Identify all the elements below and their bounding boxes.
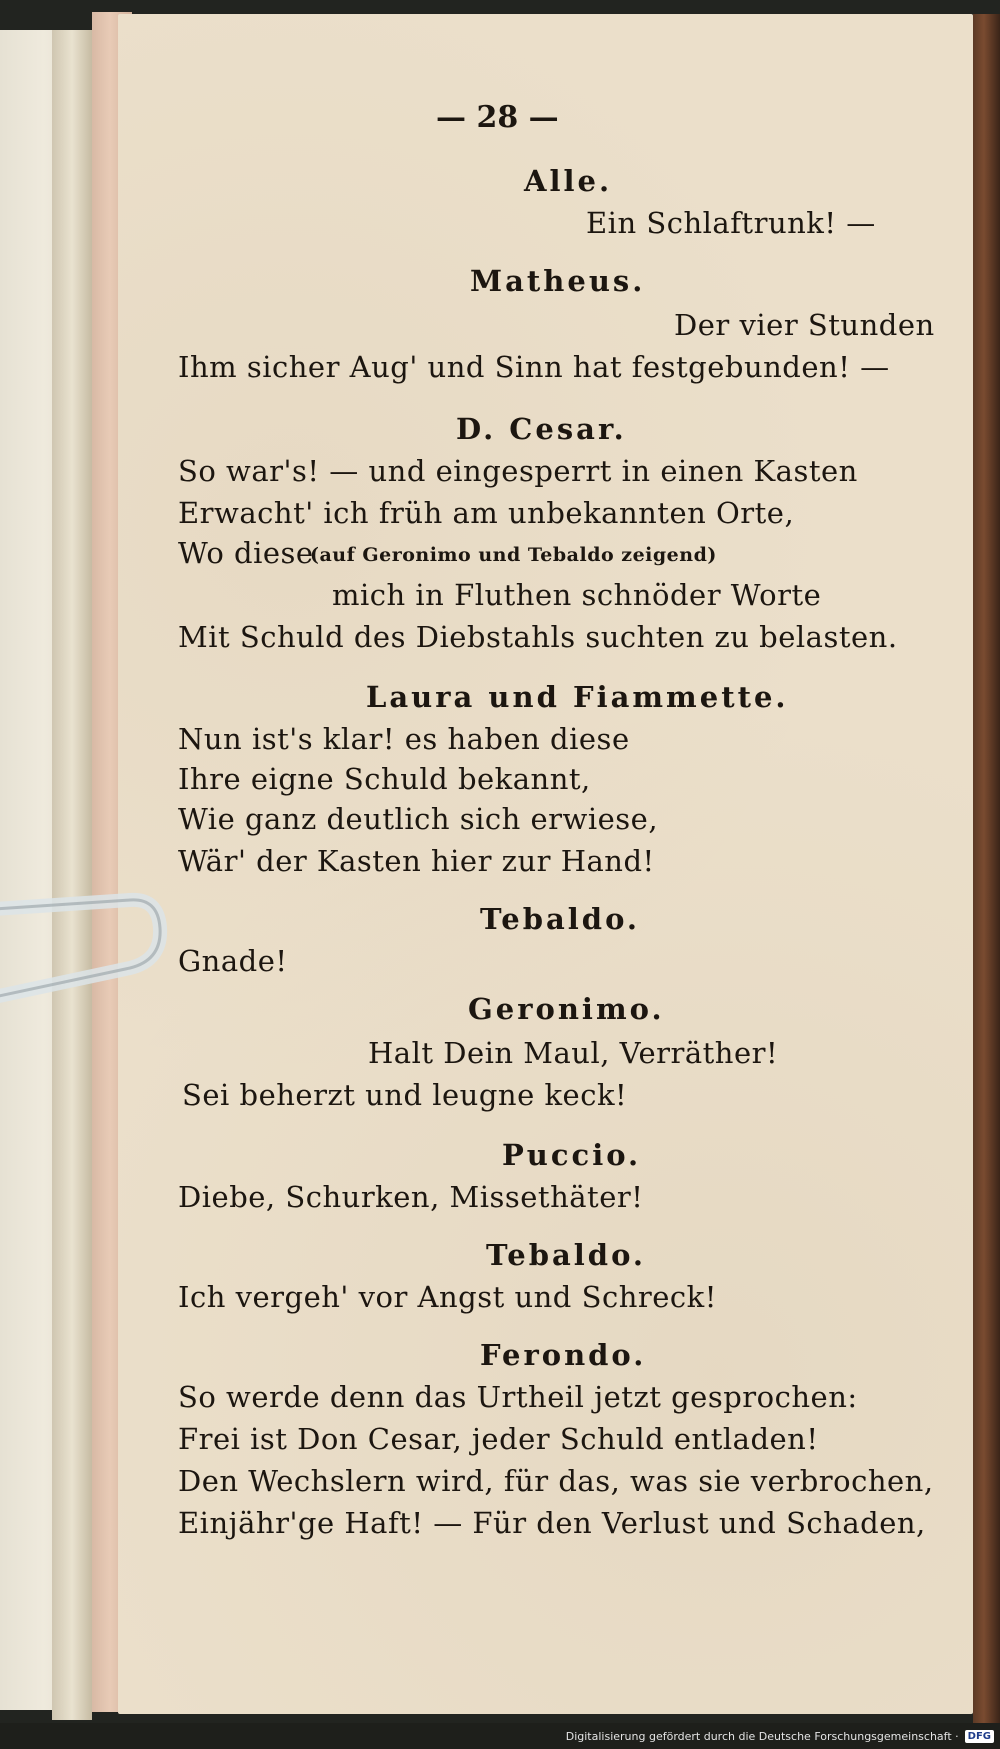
verse-line: Wär' der Kasten hier zur Hand!: [178, 844, 655, 878]
verse-line: Sei beherzt und leugne keck!: [182, 1078, 628, 1112]
page-number: — 28 —: [436, 100, 559, 135]
verse-line: Ihm sicher Aug' und Sinn hat festgebunden! —: [178, 350, 890, 384]
verse-line: Wie ganz deutlich sich erwiese,: [178, 802, 659, 836]
speaker-puccio: Puccio.: [502, 1138, 642, 1172]
book-edge-right: [973, 14, 1000, 1744]
verse-line: Frei ist Don Cesar, jeder Schuld entladen!: [178, 1422, 819, 1456]
speaker-matheus: Matheus.: [470, 264, 646, 298]
verse-line: So war's! — und eingesperrt in einen Kasten: [178, 454, 858, 488]
dfg-logo-icon: DFG: [965, 1730, 994, 1743]
verse-line: Erwacht' ich früh am unbekannten Orte,: [178, 496, 795, 530]
verse-line: Halt Dein Maul, Verräther!: [368, 1036, 779, 1070]
verse-line: Diebe, Schurken, Missethäter!: [178, 1180, 644, 1214]
funding-credit: Digitalisierung gefördert durch die Deutsche Forschungsgemeinschaft ·: [565, 1729, 959, 1743]
verse-line: Ein Schlaftrunk! —: [586, 206, 876, 240]
verse-line: Ihre eigne Schuld bekannt,: [178, 762, 591, 796]
verse-line: Den Wechslern wird, für das, was sie verbrochen,: [178, 1464, 934, 1498]
book-edge-left: [52, 30, 92, 1720]
verse-line: Gnade!: [178, 944, 288, 978]
speaker-tebaldo: Tebaldo.: [480, 902, 640, 936]
verse-line: Ich vergeh' vor Angst und Schreck!: [178, 1280, 717, 1314]
speaker-geronimo: Geronimo.: [468, 992, 665, 1026]
verse-line: Wo diese: [178, 536, 314, 570]
speaker-laura-fiammette: Laura und Fiammette.: [366, 680, 789, 714]
speaker-d-cesar: D. Cesar.: [456, 412, 627, 446]
speaker-tebaldo: Tebaldo.: [486, 1238, 646, 1272]
verse-line: Nun ist's klar! es haben diese: [178, 722, 630, 756]
speaker-alle: Alle.: [524, 164, 613, 198]
verse-line: mich in Fluthen schnöder Worte: [332, 578, 822, 612]
book-page: [118, 14, 973, 1714]
verse-line: Der vier Stunden: [674, 308, 935, 342]
verse-line: So werde denn das Urtheil jetzt gesprochen:: [178, 1380, 858, 1414]
stage-direction: (auf Geronimo und Tebaldo zeigend): [310, 544, 717, 566]
digitization-footer: [0, 1723, 1000, 1749]
speaker-ferondo: Ferondo.: [480, 1338, 647, 1372]
verse-line: Mit Schuld des Diebstahls suchten zu belasten.: [178, 620, 898, 654]
verse-line: Einjähr'ge Haft! — Für den Verlust und Schaden,: [178, 1506, 926, 1540]
